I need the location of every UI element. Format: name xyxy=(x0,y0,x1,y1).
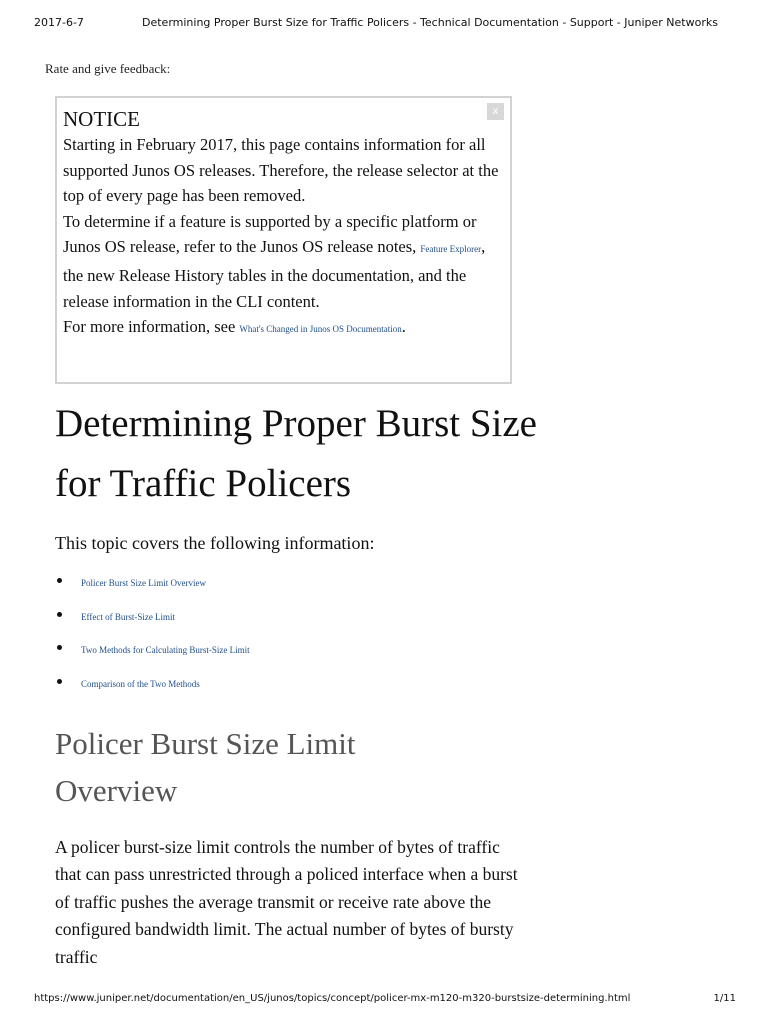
notice-paragraph-2-suffix: , the new Release History tables in the documentation, and the release information in the CLI content. xyxy=(63,237,486,311)
notice-heading: NOTICE xyxy=(63,107,140,131)
toc-item xyxy=(55,602,250,636)
bullet-icon xyxy=(57,612,62,617)
toc-link-burst-size-overview[interactable]: Policer Burst Size Limit Overview xyxy=(81,578,206,588)
feature-explorer-link[interactable]: Feature Explorer xyxy=(420,244,482,255)
notice-paragraph-3-suffix: . xyxy=(401,317,406,337)
print-url: https://www.juniper.net/documentation/en_US/junos/topics/concept/policer-mx-m120-m320-burstsize-determining.html xyxy=(34,993,631,1004)
rate-feedback-link[interactable]: Rate and give feedback: xyxy=(45,61,171,76)
section-title: Policer Burst Size Limit Overview xyxy=(55,726,356,808)
bullet-icon xyxy=(57,679,62,684)
bullet-icon xyxy=(57,645,62,650)
intro-text: This topic covers the following information: xyxy=(55,533,375,553)
toc-link-effect-of-burst-size[interactable]: Effect of Burst-Size Limit xyxy=(81,611,176,622)
toc-list xyxy=(55,568,250,702)
print-date: 2017-6-7 xyxy=(34,16,84,29)
toc-item xyxy=(55,669,250,703)
whats-changed-link[interactable]: What's Changed in Junos OS Documentation xyxy=(239,324,402,335)
print-page-number: 1/11 xyxy=(713,993,736,1004)
toc-link-comparison[interactable]: Comparison of the Two Methods xyxy=(81,678,200,689)
page-title: Determining Proper Burst Size for Traffic Policers xyxy=(55,402,537,505)
notice-paragraph-3-prefix: For more information, see xyxy=(63,317,240,337)
close-notice-button[interactable]: x xyxy=(487,103,504,120)
toc-item xyxy=(55,635,250,669)
print-page-title: Determining Proper Burst Size for Traffic Policers - Technical Documentation - Support - Juniper Networks xyxy=(142,16,718,29)
notice-paragraph-2 xyxy=(63,209,502,314)
notice-paragraph-3 xyxy=(63,314,502,343)
toc-item xyxy=(55,568,250,602)
notice-paragraph-1: Starting in February 2017, this page contains information for all supported Junos OS releases. Therefore, the release selector at the top of every page has been removed. xyxy=(63,135,499,206)
notice-box xyxy=(55,96,512,384)
bullet-icon xyxy=(57,578,62,583)
section-body: A policer burst-size limit controls the number of bytes of traffic that can pass unrestricted through a policed interface when a burst of traffic pushes the average transmit or receive rate above the configured bandwidth limit. The actual number of bytes of bursty traffic xyxy=(55,837,518,967)
notice-paragraph-2-prefix: To determine if a feature is supported by a specific platform or Junos OS release, refer to the Junos OS release notes, xyxy=(63,211,477,257)
toc-link-two-methods[interactable]: Two Methods for Calculating Burst-Size Limit xyxy=(81,645,250,656)
